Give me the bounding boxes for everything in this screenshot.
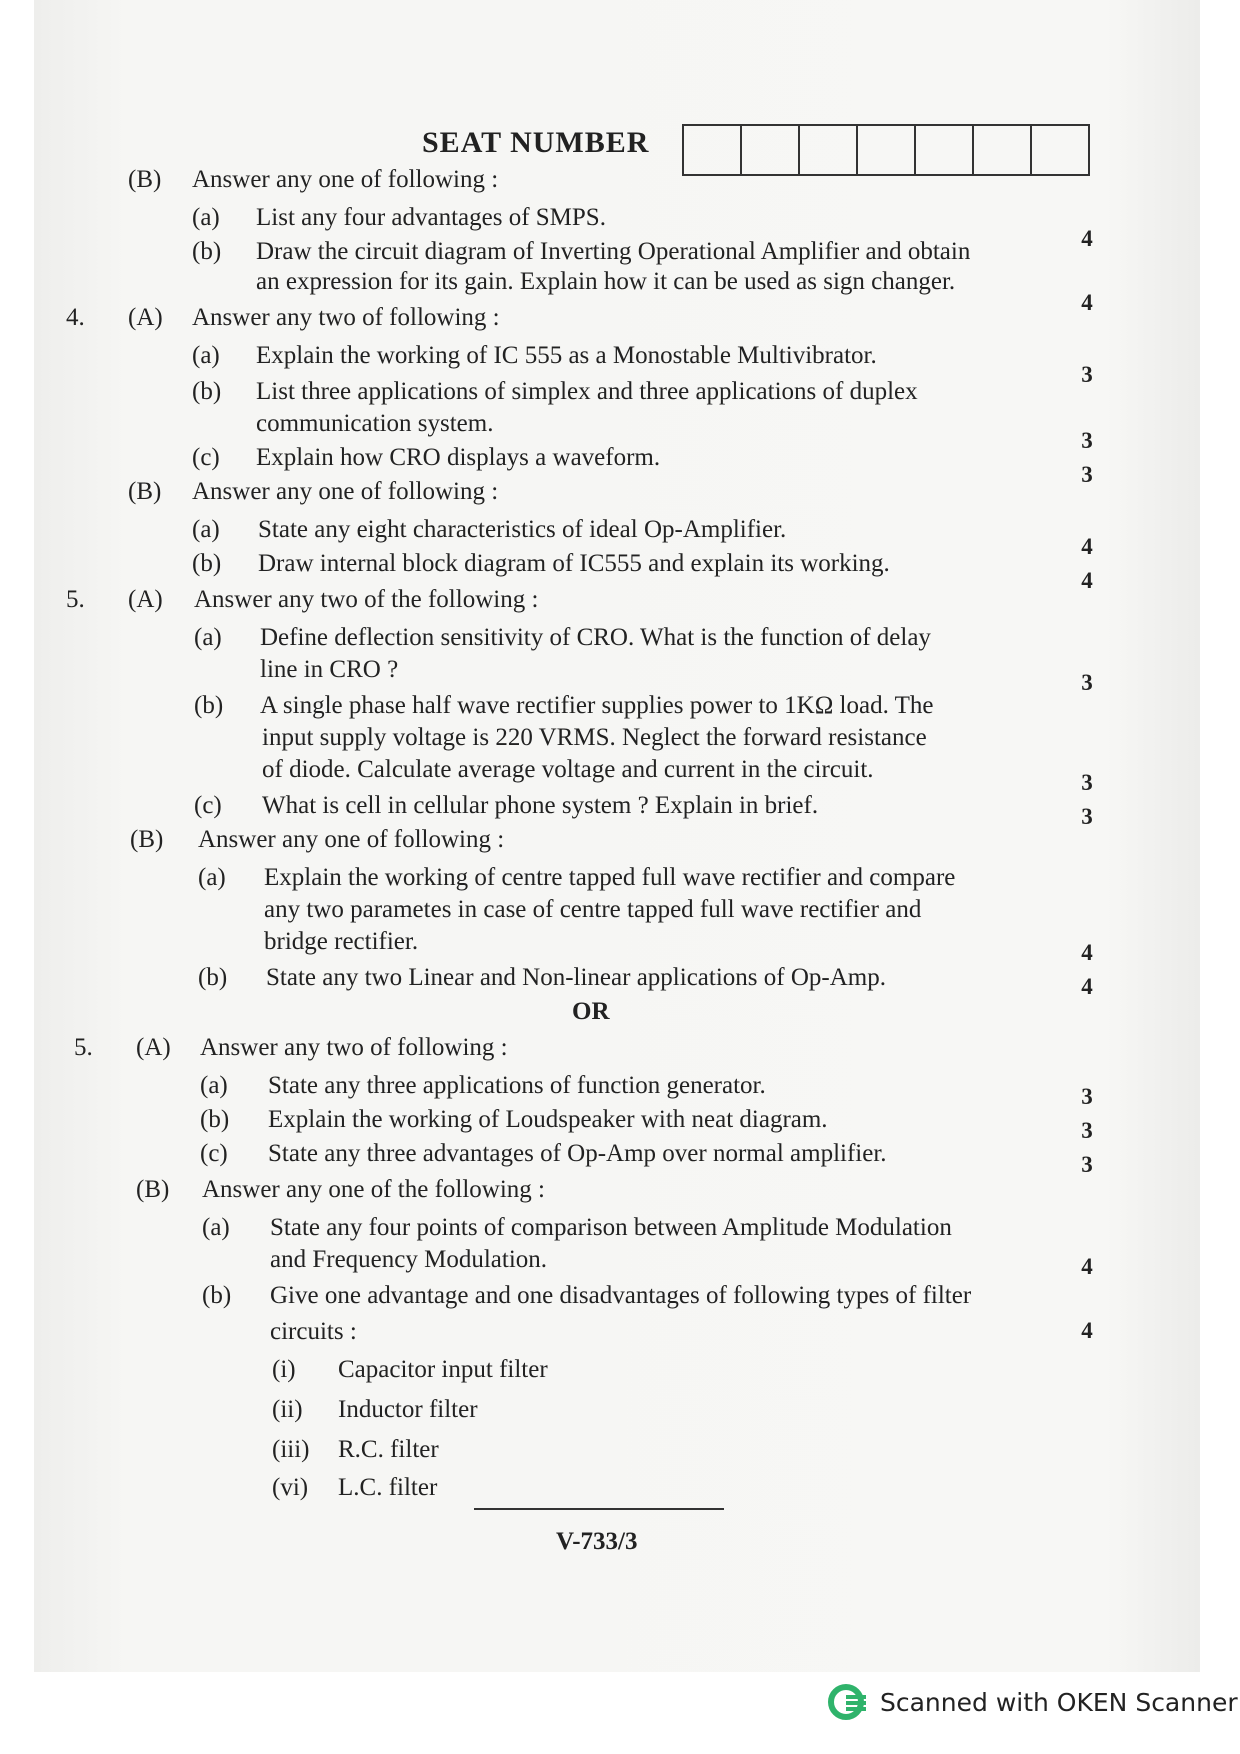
question-line [192,516,786,544]
item-label: (b) [192,550,222,577]
question-line [256,410,493,438]
question-line [192,204,606,232]
question-number: 5. [74,1034,93,1061]
item-label: (a) [202,1214,230,1241]
end-rule [474,1508,724,1510]
seat-number-boxes [682,124,1090,176]
question-text: R.C. filter [338,1436,439,1463]
question-line [66,304,500,332]
question-line [200,1140,887,1168]
marks: 3 [1081,462,1093,487]
seat-box [1032,126,1088,174]
scanner-label: Scanned with OKEN Scanner [880,1687,1238,1717]
question-text: State any three applications of function generator. [268,1072,766,1099]
item-label: (iii) [272,1436,310,1463]
question-line [128,478,498,506]
question-line [128,166,498,194]
question-text: Draw internal block diagram of IC555 and explain its working. [258,550,890,577]
question-line [262,756,874,784]
seat-box [858,126,916,174]
question-line [272,1436,439,1464]
question-line [272,1356,548,1384]
marks: 3 [1081,428,1093,453]
question-line [270,1318,357,1346]
item-label: (b) [198,964,228,991]
seat-box [684,126,742,174]
question-text: Explain the working of centre tapped full wave rectifier and compare [264,864,956,891]
item-label: (c) [200,1140,228,1167]
question-line [192,378,918,406]
question-line [130,826,504,854]
question-text: Answer any one of following : [192,478,499,505]
question-text: an expression for its gain. Explain how it can be used as sign changer. [256,268,956,295]
seat-box [974,126,1032,174]
question-line [264,928,418,956]
question-line [270,1246,547,1274]
marks: 4 [1081,290,1093,315]
marks: 3 [1081,670,1093,695]
question-text: of diode. Calculate average voltage and current in the circuit. [262,756,874,783]
item-label: (c) [192,444,220,471]
item-label: (a) [192,342,220,369]
item-label: (b) [200,1106,230,1133]
question-text: What is cell in cellular phone system ? Explain in brief. [262,792,819,819]
question-text: Explain the working of IC 555 as a Monostable Multivibrator. [256,342,877,369]
question-text: circuits : [270,1318,357,1345]
question-line [198,864,955,892]
sub-question-label: (B) [128,166,162,193]
sub-question-label: (B) [136,1176,170,1203]
marks: 3 [1081,1118,1093,1143]
marks: 4 [1081,1318,1093,1343]
question-line [192,342,877,370]
seat-box [916,126,974,174]
question-line [74,1034,508,1062]
marks: 3 [1081,1084,1093,1109]
question-number: 5. [66,586,85,613]
item-label: (a) [192,516,220,543]
question-line [260,656,398,684]
item-label: (b) [194,692,224,719]
question-text: Define deflection sensitivity of CRO. What is the function of delay [260,624,931,651]
question-line [272,1396,478,1424]
marks: 4 [1081,974,1093,999]
marks: 3 [1081,1152,1093,1177]
marks: 4 [1081,940,1093,965]
seat-number-label: SEAT NUMBER [422,126,650,159]
question-text: A single phase half wave rectifier supplies power to 1KΩ load. The [260,692,934,719]
question-line [200,1072,766,1100]
question-text: L.C. filter [338,1474,438,1501]
sub-question-label: (A) [128,304,163,331]
question-text: Answer any one of following : [198,826,505,853]
sub-question-label: (A) [136,1034,171,1061]
question-text: Answer any one of following : [192,166,499,193]
item-label: (i) [272,1356,296,1383]
question-line [264,896,921,924]
or-divider: OR [572,998,610,1025]
item-label: (a) [198,864,226,891]
question-text: State any three advantages of Op-Amp over normal amplifier. [268,1140,887,1167]
question-text: State any four points of comparison between Amplitude Modulation [270,1214,952,1241]
question-text: Explain the working of Loudspeaker with neat diagram. [268,1106,828,1133]
question-line [194,624,931,652]
question-line [66,586,538,614]
question-text: List any four advantages of SMPS. [256,204,606,231]
question-line [192,550,890,578]
question-text: Answer any two of following : [200,1034,508,1061]
question-text: Capacitor input filter [338,1356,548,1383]
question-text: and Frequency Modulation. [270,1246,548,1273]
item-label: (b) [202,1282,232,1309]
oken-scanner-logo-icon [828,1682,868,1722]
question-text: Give one advantage and one disadvantages of following types of filter [270,1282,972,1309]
question-text: Answer any one of the following : [202,1176,545,1203]
question-text: bridge rectifier. [264,928,419,955]
question-text: any two parametes in case of centre tapped full wave rectifier and [264,896,922,923]
question-text: Answer any two of the following : [194,586,539,613]
question-line [272,1474,437,1502]
scanner-watermark [828,1680,1238,1724]
item-label: (a) [200,1072,228,1099]
question-line [262,724,927,752]
question-line [194,792,818,820]
question-line [200,1106,828,1134]
question-line [136,1176,545,1204]
marks: 3 [1081,804,1093,829]
question-text: line in CRO ? [260,656,399,683]
question-text: Inductor filter [338,1396,478,1423]
sub-question-label: (B) [128,478,162,505]
question-text: State any two Linear and Non-linear applications of Op-Amp. [266,964,886,991]
marks: 4 [1081,568,1093,593]
marks: 4 [1081,226,1093,251]
item-label: (a) [194,624,222,651]
question-line [194,692,934,720]
sub-question-label: (A) [128,586,163,613]
question-text: Draw the circuit diagram of Inverting Operational Amplifier and obtain [256,238,971,265]
question-text: List three applications of simplex and three applications of duplex [256,378,918,405]
item-label: (a) [192,204,220,231]
item-label: (c) [194,792,222,819]
marks: 4 [1081,534,1093,559]
marks: 4 [1081,1254,1093,1279]
question-line [192,444,660,472]
marks: 3 [1081,362,1093,387]
question-number: 4. [66,304,85,331]
question-text: Answer any two of following : [192,304,500,331]
question-line [202,1214,952,1242]
item-label: (vi) [272,1474,309,1501]
question-text: Explain how CRO displays a waveform. [256,444,661,471]
item-label: (b) [192,378,222,405]
question-line [256,268,955,296]
question-text: input supply voltage is 220 VRMS. Neglect the forward resistance [262,724,927,751]
seat-box [800,126,858,174]
question-line [192,238,970,266]
question-line [202,1282,971,1310]
paper-code: V-733/3 [556,1528,638,1555]
question-text: State any eight characteristics of ideal Op-Amplifier. [258,516,787,543]
item-label: (ii) [272,1396,303,1423]
seat-box [742,126,800,174]
question-text: communication system. [256,410,494,437]
question-line [198,964,886,992]
sub-question-label: (B) [130,826,164,853]
marks: 3 [1081,770,1093,795]
item-label: (b) [192,238,222,265]
